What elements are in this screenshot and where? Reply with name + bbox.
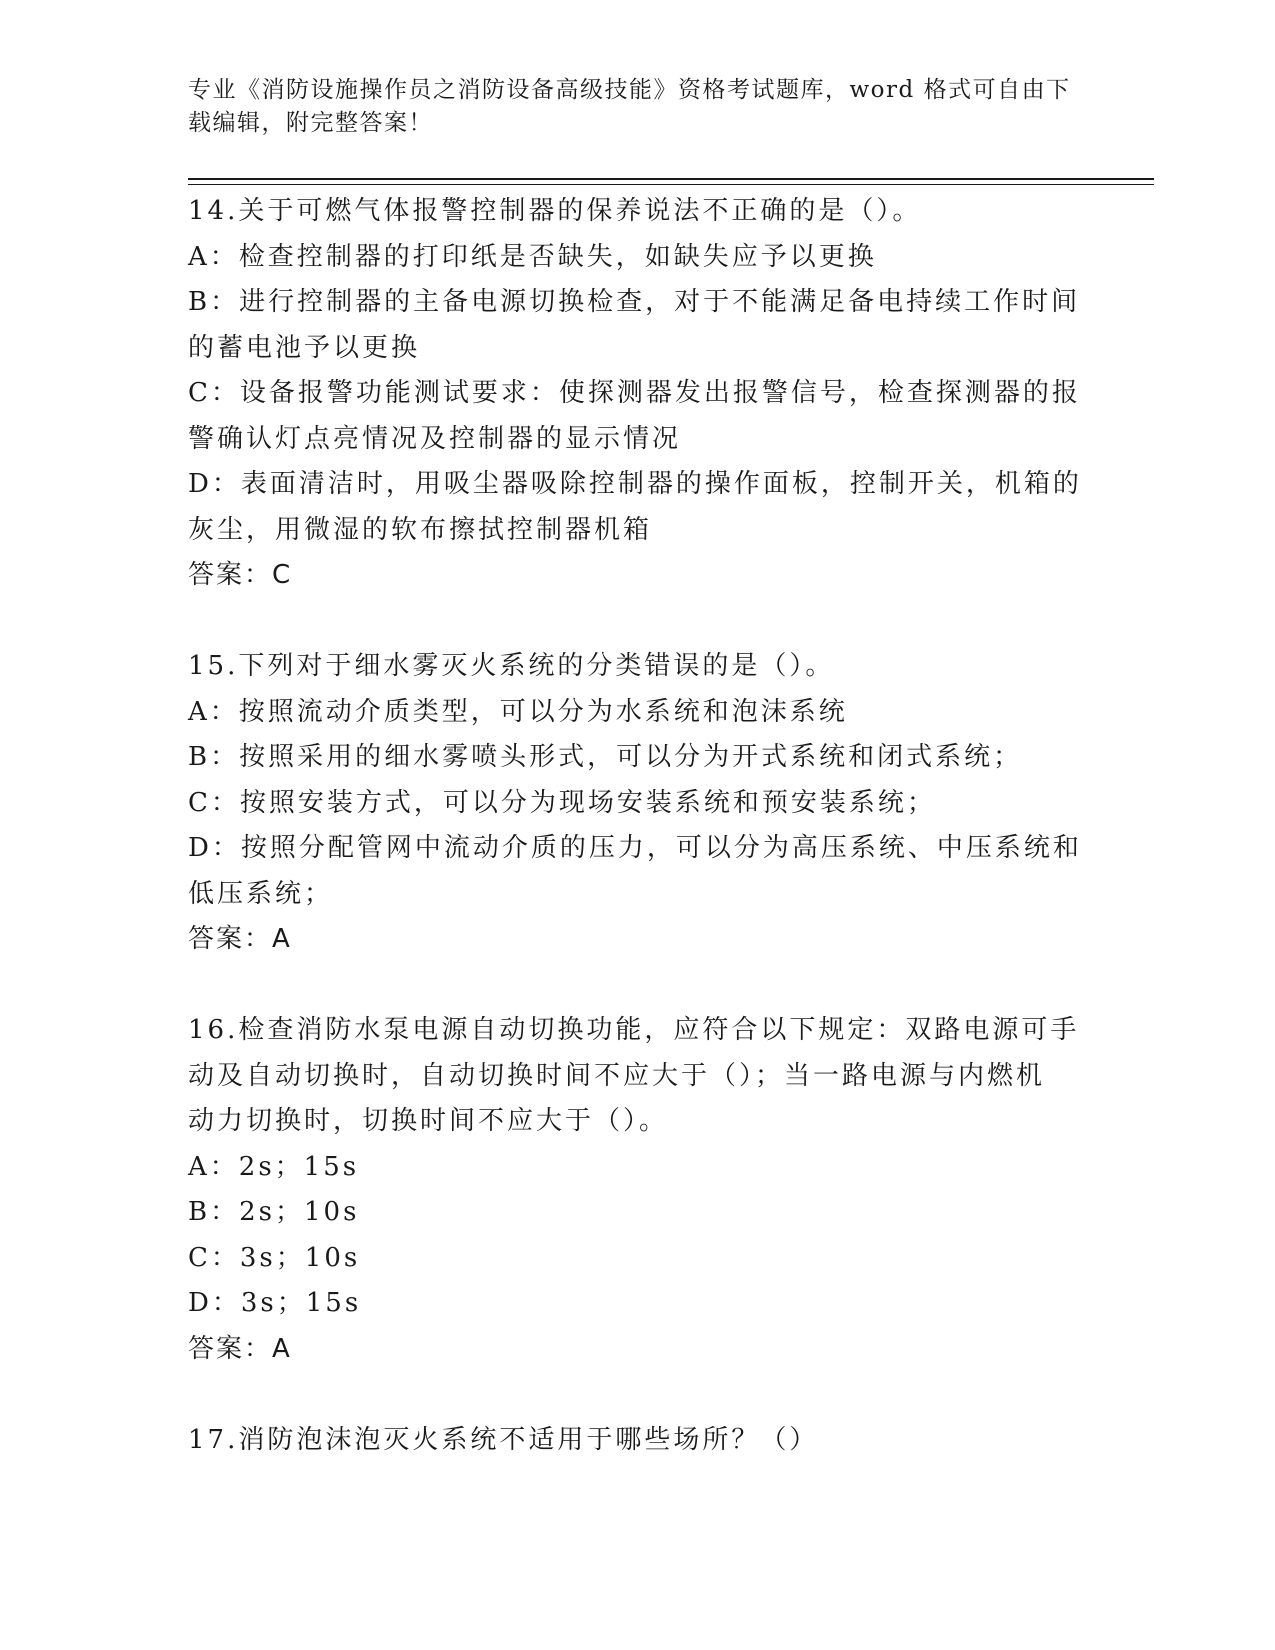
question-stem-line: 17.消防泡沫泡灭火系统不适用于哪些场所？（） (188, 1424, 819, 1455)
answer-option (188, 1281, 1088, 1327)
answer-option-line: B：按照采用的细水雾喷头形式，可以分为开式系统和闭式系统； (188, 742, 1023, 772)
answer-option (188, 462, 1088, 553)
answer-option-line: 灰尘，用微湿的软布擦拭控制器机箱 (188, 514, 653, 545)
answer-option (188, 690, 1088, 736)
document-header (188, 74, 1071, 140)
answer-option-line: 警确认灯点亮情况及控制器的显示情况 (188, 423, 682, 454)
question-stem-line: 16.检查消防水泵电源自动切换功能，应符合以下规定：双路电源可手 (188, 1015, 1080, 1045)
answer-option (188, 371, 1088, 462)
question-spacer (188, 599, 1088, 645)
question-spacer (188, 1372, 1088, 1418)
header-divider-thick (188, 178, 1154, 180)
answer-option-line: A：按照流动介质类型，可以分为水系统和泡沫系统 (188, 696, 848, 727)
answer-option-line: D：3s；15s (188, 1288, 362, 1318)
question-block (188, 189, 1088, 599)
answer-option (188, 1236, 1088, 1282)
question-block (188, 1418, 1088, 1464)
answer-option (188, 1145, 1088, 1191)
question-spacer (188, 963, 1088, 1009)
question-stem-line: 14.关于可燃气体报警控制器的保养说法不正确的是（）。 (188, 196, 922, 226)
answer-option-line: C：3s；10s (188, 1242, 361, 1273)
header-divider-thin (188, 184, 1154, 185)
question-stem-line: 动及自动切换时，自动切换时间不应大于（）；当一路电源与内燃机 (188, 1060, 1046, 1091)
answer-option-line: 的蓄电池予以更换 (188, 332, 421, 363)
header-line-1: 专业《消防设施操作员之消防设备高级技能》资格考试题库，word 格式可自由下 (188, 77, 1071, 103)
answer-option (188, 1190, 1088, 1236)
answer-option-line: C：设备报警功能测试要求：使探测器发出报警信号，检查探测器的报 (188, 378, 1081, 408)
answer-key: 答案：A (188, 924, 292, 954)
answer-option-line: A：2s；15s (188, 1151, 360, 1182)
answer-option-line: B：进行控制器的主备电源切换检查，对于不能满足备电持续工作时间 (188, 287, 1081, 317)
question-block (188, 1008, 1088, 1372)
answer-option (188, 826, 1088, 917)
answer-option-line: D：按照分配管网中流动介质的压力，可以分为高压系统、中压系统和 (188, 833, 1082, 863)
answer-option (188, 280, 1088, 371)
answer-option (188, 735, 1088, 781)
question-stem-line: 15.下列对于细水雾灭火系统的分类错误的是（）。 (188, 651, 835, 681)
question-stem-line: 动力切换时，切换时间不应大于（）。 (188, 1106, 669, 1136)
question-list (188, 189, 1088, 1463)
answer-option (188, 781, 1088, 827)
answer-option-line: A：检查控制器的打印纸是否缺失，如缺失应予以更换 (188, 241, 877, 272)
answer-key: 答案：A (188, 1333, 292, 1364)
header-line-2: 载编辑，附完整答案！ (188, 110, 433, 136)
answer-option (188, 235, 1088, 281)
answer-option-line: D：表面清洁时，用吸尘器吸除控制器的操作面板，控制开关，机箱的 (188, 469, 1082, 499)
answer-option-line: C：按照安装方式，可以分为现场安装系统和预安装系统； (188, 787, 936, 818)
question-block (188, 644, 1088, 963)
answer-key: 答案：C (188, 560, 293, 590)
answer-option-line: 低压系统； (188, 878, 334, 909)
answer-option-line: B：2s；10s (188, 1197, 360, 1227)
